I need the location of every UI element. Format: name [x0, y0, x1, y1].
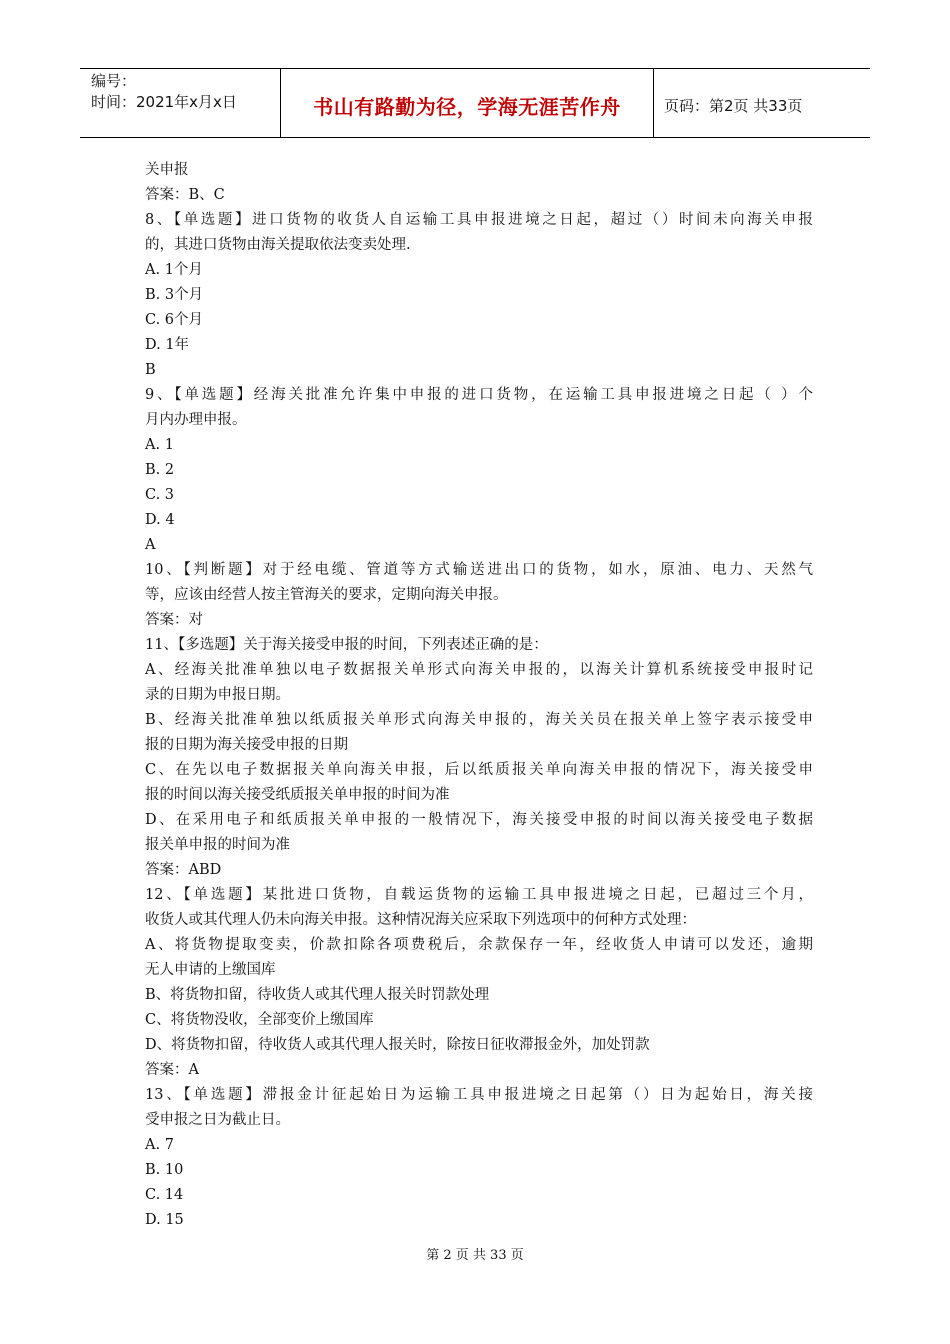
- text-line: 13、【单选题】滞报金计征起始日为运输工具申报进境之日起第（）日为起始日，海关接: [145, 1087, 813, 1103]
- text-line: B、经海关批准单独以纸质报关单形式向海关申报的，海关关员在报关单上签字表示接受申: [145, 712, 813, 728]
- text-line: 等，应该由经营人按主管海关的要求，定期向海关申报。: [145, 587, 508, 603]
- text-line: A、经海关批准单独以电子数据报关单形式向海关申报的，以海关计算机系统接受申报时记: [145, 662, 813, 678]
- text-line: 报的时间以海关接受纸质报关单申报的时间为准: [145, 787, 450, 803]
- text-line: B: [145, 362, 156, 378]
- header-motto: 书山有路勤为径，学海无涯苦作舟: [313, 94, 621, 119]
- text-line: A、将货物提取变卖，价款扣除各项费税后，余款保存一年，经收货人申请可以发还，逾期: [145, 937, 813, 953]
- header-page-info: 页码：第2页 共33页: [664, 96, 803, 115]
- text-line: D、将货物扣留，待收货人或其代理人报关时，除按日征收滞报金外，加处罚款: [145, 1037, 650, 1053]
- text-line: D. 4: [145, 512, 175, 528]
- text-line: 的，其进口货物由海关提取依法变卖处理.: [145, 237, 411, 253]
- text-line: 12、【单选题】某批进口货物，自载运货物的运输工具申报进境之日起，已超过三个月，: [145, 887, 813, 903]
- text-line: 9、【单选题】经海关批准允许集中申报的进口货物，在运输工具申报进境之日起（ ）个: [145, 387, 813, 403]
- text-line: C、将货物没收，全部变价上缴国库: [145, 1012, 374, 1028]
- text-line: A: [145, 537, 156, 553]
- text-line: 月内办理申报。: [145, 412, 247, 428]
- page-footer: [0, 1244, 950, 1263]
- text-line: C. 6个月: [145, 312, 204, 328]
- text-line: 答案：ABD: [145, 862, 222, 878]
- text-line: A. 7: [145, 1137, 174, 1153]
- text-line: 收货人或其代理人仍未向海关申报。这种情况海关应采取下列选项中的何种方式处理：: [145, 912, 696, 928]
- text-line: D、在采用电子和纸质报关单申报的一般情况下，海关接受申报的时间以海关接受电子数据: [145, 812, 813, 828]
- text-line: 关申报: [145, 162, 189, 178]
- header-page-info-cell: [654, 69, 870, 137]
- text-line: 报的日期为海关接受申报的日期: [145, 737, 348, 753]
- document-time: 时间：2021年x月x日: [91, 93, 237, 111]
- text-line: 受申报之日为截止日。: [145, 1112, 290, 1128]
- page-header: [80, 68, 870, 138]
- text-line: D. 15: [145, 1212, 184, 1228]
- text-line: A. 1个月: [145, 262, 203, 278]
- text-line: 10、【判断题】对于经电缆、管道等方式输送进出口的货物，如水，原油、电力、天然气: [145, 562, 813, 578]
- text-line: B、将货物扣留，待收货人或其代理人报关时罚款处理: [145, 987, 490, 1003]
- text-line: 答案：对: [145, 612, 203, 628]
- document-number-label: 编号：: [91, 72, 137, 90]
- text-line: C. 3: [145, 487, 175, 503]
- text-line: B. 10: [145, 1162, 184, 1178]
- text-line: 11、【多选题】关于海关接受申报的时间，下列表述正确的是：: [145, 637, 548, 653]
- text-line: A. 1: [145, 437, 174, 453]
- header-motto-cell: [281, 69, 654, 137]
- document-body: [145, 158, 813, 1233]
- footer-page-number: 第 2 页 共 33 页: [426, 1248, 524, 1263]
- text-line: 录的日期为申报日期。: [145, 687, 290, 703]
- text-line: B. 2: [145, 462, 175, 478]
- text-line: B. 3个月: [145, 287, 204, 303]
- text-line: C. 14: [145, 1187, 184, 1203]
- text-line: 答案：A: [145, 1062, 199, 1078]
- text-line: D. 1年: [145, 337, 190, 353]
- text-line: 8、【单选题】进口货物的收货人自运输工具申报进境之日起，超过（）时间未向海关申报: [145, 212, 813, 228]
- header-meta: [80, 69, 281, 137]
- text-line: C、在先以电子数据报关单向海关申报，后以纸质报关单向海关申报的情况下，海关接受申: [145, 762, 813, 778]
- text-line: 答案：B、C: [145, 187, 225, 203]
- text-line: 报关单申报的时间为准: [145, 837, 290, 853]
- text-line: 无人申请的上缴国库: [145, 962, 276, 978]
